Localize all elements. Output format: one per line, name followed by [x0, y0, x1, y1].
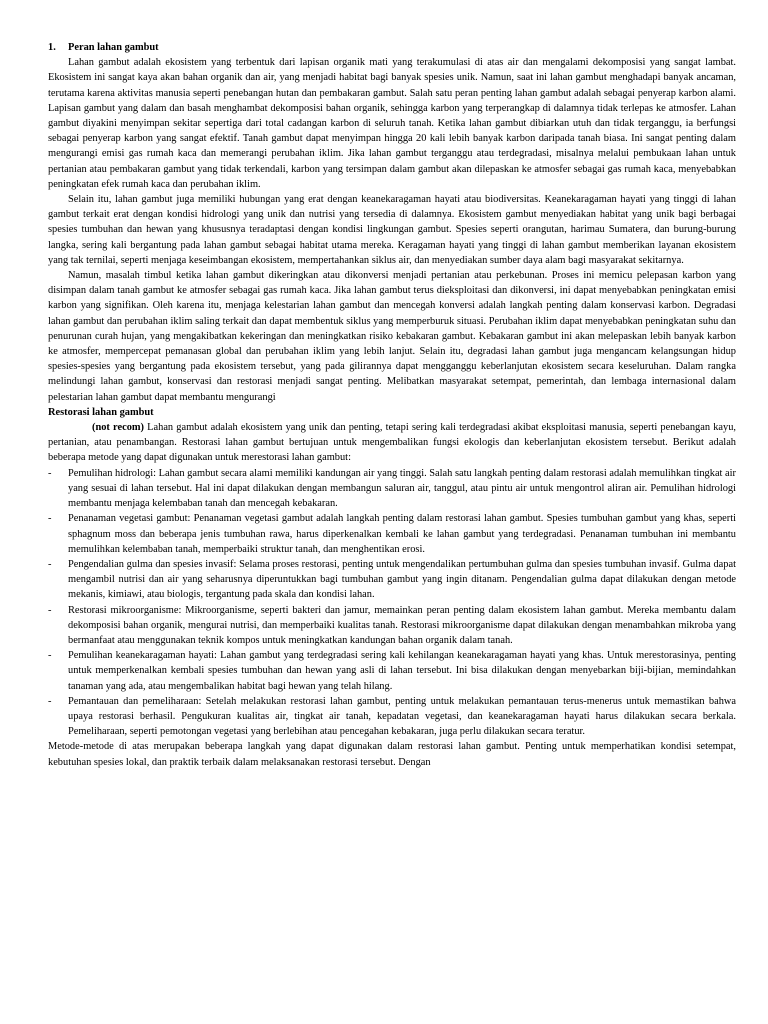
list-bullet: -	[48, 650, 52, 662]
list-item-text: Pemulihan hidrologi: Lahan gambut secara alami memiliki kandungan air yang tinggi. Salah satu langkah penting dalam restorasi adalah memulihkan tingkat air yang sesuai di lahan tersebut. Hal ini dapat dilakukan dengan membangun saluran air, tanggul, atau pintu air untuk mengontrol aliran air. Pemulihan hidrologi membantu menjaga kelembaban tanah dan mencegah kebakaran.	[68, 467, 736, 510]
list-item	[48, 603, 736, 649]
section-1-heading	[48, 40, 736, 55]
document-page	[48, 40, 736, 770]
section-1-paragraph-2: Selain itu, lahan gambut juga memiliki hubungan yang erat dengan keanekaragaman hayati atau biodiversitas. Keanekaragaman hayati yang tinggi di lahan gambut terkait erat dengan kondisi hidrologi yang unik dan nutrisi yang tersedia di dalamnya. Ekosistem gambut menyediakan habitat yang unik bagi berbagai spesies tumbuhan dan hewan yang khususnya teradaptasi dengan kondisi lingkungan gambut. Spesies seperti orangutan, harimau Sumatera, dan burung-burung langka, sering kali bergantung pada lahan gambut sebagai habitat utama mereka. Keragaman hayati yang tinggi di lahan gambut memberikan layanan ekosistem yang tak ternilai, seperti menjaga keseimbangan ekosistem, mempertahankan siklus air, dan menyediakan sumber daya alam bagi masyarakat sekitarnya.	[48, 194, 736, 266]
section-2-title: Restorasi lahan gambut	[48, 406, 154, 418]
list-item	[48, 648, 736, 694]
list-bullet: -	[48, 558, 52, 570]
section-1-paragraph-1: Lahan gambut adalah ekosistem yang terbentuk dari lapisan organik mati yang terakumulasi di atas air dan mengalami dekomposisi yang sangat lambat. Ekosistem ini sangat kaya akan bahan organik dan air, yang menjadi habitat bagi banyak spesies unik. Namun, saat ini lahan gambut menghadapi banyak ancaman, terutama karena aktivitas manusia seperti penebangan hutan dan pembakaran gambut. Salah satu peran penting lahan gambut adalah sebagai penyerap karbon alami. Lapisan gambut yang dalam dan basah menghambat dekomposisi bahan organik, sehingga karbon yang terperangkap di dalamnya tidak terlepas ke atmosfer. Lahan gambut diyakini menyimpan sekitar sepertiga dari total cadangan karbon di seluruh tanah. Ketika lahan gambut dibiarkan utuh dan tidak terganggu, ia berfungsi sebagai penyerap karbon yang sangat efektif. Tanah gambut dapat menyimpan hingga 20 kali lebih banyak karbon daripada tanah biasa. Ini sangat penting dalam mengurangi emisi gas rumah kaca dan memerangi perubahan iklim. Jika lahan gambut terganggu atau terdegradasi, misalnya melalui pembukaan lahan untuk pertanian atau pembakaran gambut yang tidak terkendali, karbon yang tersimpan dalam gambut akan dilepaskan ke atmosfer sebagai gas rumah kaca, menyebabkan peningkatan efek rumah kaca dan perubahan iklim.	[48, 57, 736, 190]
list-item-text: Restorasi mikroorganisme: Mikroorganisme, seperti bakteri dan jamur, memainkan peran penting dalam ekosistem lahan gambut. Mereka membantu dalam dekomposisi bahan organik, mengurai nutrisi, dan memperbaiki kualitas tanah. Restorasi mikroorganisme dapat dilakukan dengan menambahkan mikroba yang bermanfaat atau menggunakan teknik kompos untuk meningkatkan kandungan bahan organik dalam tanah.	[68, 604, 736, 646]
restoration-methods-list	[48, 466, 736, 740]
section-2-intro	[48, 420, 736, 466]
list-item	[48, 557, 736, 603]
section-1-title: Peran lahan gambut	[68, 42, 159, 53]
list-item	[48, 466, 736, 512]
list-item	[48, 694, 736, 740]
section-2-closing: Metode-metode di atas merupakan beberapa langkah yang dapat digunakan dalam restorasi lahan gambut. Penting untuk memperhatikan kondisi setempat, kebutuhan spesies lokal, dan praktik terbaik dalam melaksanakan restorasi tersebut. Dengan	[48, 741, 736, 768]
list-item-text: Penanaman vegetasi gambut: Penanaman vegetasi gambut adalah langkah penting dalam restorasi lahan gambut. Spesies tumbuhan gambut yang khas, seperti sphagnum moss dan beberapa jenis tumbuhan rawa, harus diperkenalkan kembali ke lahan gambut yang terdegradasi. Penanaman tumbuhan ini membantu memulihkan kelembaban tanah, memperbaiki struktur tanah, dan menghentikan erosi.	[68, 513, 736, 555]
list-bullet: -	[48, 604, 52, 616]
list-bullet: -	[48, 695, 52, 707]
list-bullet: -	[48, 513, 52, 525]
list-item-text: Pemulihan keanekaragaman hayati: Lahan gambut yang terdegradasi sering kali kehilangan keanekaragaman hayati yang khas. Untuk merestorasinya, penting untuk memperkenalkan kembali spesies tumbuhan dan hewan yang asli di lahan tersebut. Ini bisa dilakukan dengan menyebarkan biji-bijian, memindahkan tanaman yang ada, atau mengembalikan habitat bagi hewan yang telah hilang.	[68, 650, 736, 692]
section-1-number: 1.	[48, 42, 56, 53]
list-item-text: Pengendalian gulma dan spesies invasif: Selama proses restorasi, penting untuk mengendalikan pertumbuhan gulma dan spesies tumbuhan invasif. Gulma dapat mengambil nutrisi dan air yang seharusnya diperuntukkan bagi tumbuhan gambut yang ingin ditanam. Pengendalian gulma dapat dilakukan dengan metode mekanis, kimiawi, atau biologis, tergantung pada skala dan kondisi lahan.	[68, 558, 736, 601]
section-2-note: (not recom)	[92, 422, 145, 434]
section-1-paragraph-3: Namun, masalah timbul ketika lahan gambut dikeringkan atau dikonversi menjadi pertanian atau perkebunan. Proses ini memicu pelepasan karbon yang disimpan dalam tanah gambut ke atmosfer sebagai gas rumah kaca. Jika lahan gambut terus dieksploitasi dan dikonversi, ini dapat menyebabkan peningkatan emisi karbon yang signifikan. Oleh karena itu, menjaga kelestarian lahan gambut dan mencegah konversi adalah langkah penting dalam konservasi karbon. Degradasi lahan gambut dan perubahan iklim saling terkait dan dapat membentuk siklus yang memperburuk situasi. Perubahan iklim dapat menyebabkan peningkatan suhu dan penurunan curah hujan, yang mengakibatkan kekeringan dan meningkatkan risiko kebakaran gambut. Kebakaran gambut ini akan melepaskan lebih banyak karbon ke atmosfer, mempercepat pemanasan global dan perubahan iklim yang lebih lanjut. Selain itu, degradasi lahan gambut juga mengancam kelangsungan hidup spesies-spesies yang bergantung pada ekosistem tersebut, yang pada gilirannya dapat mengganggu keberlanjutan ekosistem secara keseluruhan. Dalam rangka melindungi lahan gambut, konservasi dan restorasi menjadi sangat penting. Melibatkan masyarakat setempat, pemerintah, dan lembaga internasional dalam pelestarian lahan gambut dapat membantu mengurangi	[48, 270, 736, 403]
list-bullet: -	[48, 467, 52, 479]
list-item	[48, 511, 736, 557]
list-item-text: Pemantauan dan pemeliharaan: Setelah melakukan restorasi lahan gambut, penting untuk melakukan pemantauan terus-menerus untuk memastikan bahwa upaya restorasi berhasil. Pengukuran kualitas air, tingkat air tanah, kepadatan vegetasi, dan keanekaragaman hayati harus dilakukan secara berkala. Pemeliharaan, seperti pemotongan vegetasi yang berlebihan atau pencegahan kebakaran, juga perlu dilakukan secara teratur.	[68, 695, 736, 738]
section-2-intro-text: Lahan gambut adalah ekosistem yang unik dan penting, tetapi sering kali terdegradasi akibat eksploitasi manusia, seperti penebangan kayu, pertanian, atau penambangan. Restorasi lahan gambut bertujuan untuk mengembalikan fungsi ekologis dan keberlanjutan ekosistem tersebut. Berikut adalah beberapa metode yang dapat digunakan untuk merestorasi lahan gambut:	[48, 422, 736, 464]
